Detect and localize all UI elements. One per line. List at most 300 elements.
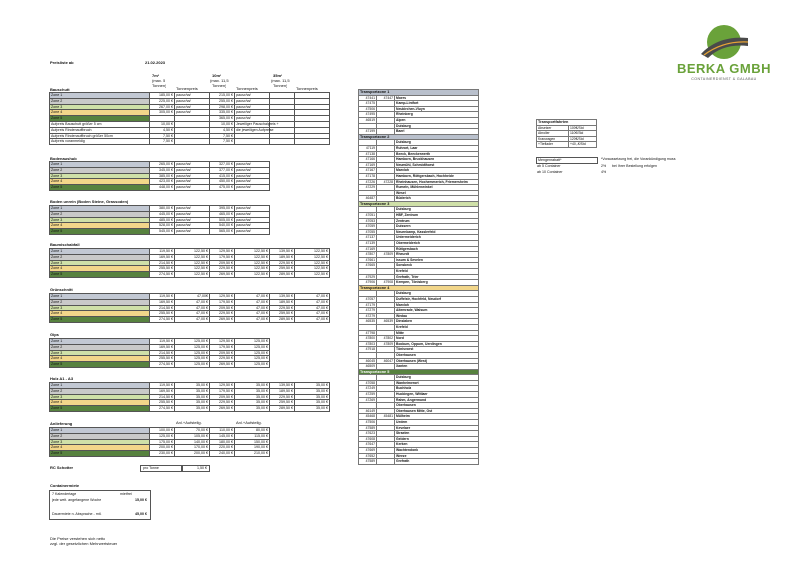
city-name: Oberhausen: [395, 352, 479, 358]
postal-code: 47269: [359, 397, 377, 403]
city-name: Oberhausen: [395, 403, 479, 409]
zone-label: Zone 5: [50, 451, 150, 457]
zone-label: Zone 4: [50, 356, 150, 362]
price-cell: 122,50 €: [175, 260, 210, 266]
city-name: Obermeiderich: [395, 241, 479, 247]
price-cell: 47,00 €: [175, 299, 210, 305]
price-cell: 190,00 €: [235, 445, 270, 451]
city-name: Wanheimerort: [395, 380, 479, 386]
postal-code: 47119: [359, 145, 377, 151]
tf-kranwagen-label: Kranwagen: [537, 136, 569, 142]
postal-code: 47506: [359, 420, 377, 426]
price-cell: pauschal: [175, 104, 210, 110]
city-name: Oberhausen (West): [395, 358, 479, 364]
price-cell: 125,00 €: [235, 356, 270, 362]
postal-code: 46519: [359, 117, 377, 123]
postal-code: 47652: [359, 453, 377, 459]
surcharge-label: Aufpreis Rindenauffbruch größer 50cm: [50, 133, 150, 139]
zone-label: Zone 1: [50, 249, 150, 255]
price-cell: 35,00 €: [235, 400, 270, 406]
zone-label: Zone 3: [50, 104, 150, 110]
transport-zone-table: [358, 89, 479, 465]
price-cell: pauschal: [175, 162, 210, 168]
price-cell: 119,50 €: [150, 339, 175, 345]
price-cell: 169,50 €: [150, 254, 175, 260]
surcharge-cell: [175, 139, 210, 145]
city-name: Wesel: [395, 190, 479, 196]
col1-price-label: Tonnenpreis: [176, 87, 198, 91]
price-cell: 200,00 €: [150, 445, 175, 451]
surcharge-cell: 10,00 €: [150, 121, 175, 127]
price-cell: 35,00 €: [235, 394, 270, 400]
price-cell: 125,00 €: [175, 350, 210, 356]
price-cell: pauschal: [235, 211, 270, 217]
price-cell: 485,00 €: [150, 217, 175, 223]
postal-code: 47589: [359, 425, 377, 431]
postal-code: 47661: [359, 257, 377, 263]
bauschutt-title: Bauschutt: [50, 87, 70, 92]
postal-code: 47279: [359, 313, 377, 319]
price-cell: 150,00 €: [235, 439, 270, 445]
price-cell: 255,50 €: [150, 266, 175, 272]
price-cell: 289,50 €: [270, 406, 295, 412]
price-cell: 385,00 €: [150, 173, 175, 179]
postal-code: 47226: [359, 179, 377, 185]
price-cell: pauschal: [235, 167, 270, 173]
price-cell: 175,00 €: [150, 439, 175, 445]
price-cell: 47,00 €: [235, 305, 270, 311]
zone-label: Zone 3: [50, 260, 150, 266]
price-cell: 125,00 €: [235, 339, 270, 345]
price-cell: 110,00 €: [210, 428, 235, 434]
postal-code: 47249: [359, 386, 377, 392]
city-name: Krefeld: [395, 269, 479, 275]
price-cell: 305,00 €: [150, 110, 175, 116]
price-cell: pauschal: [235, 206, 270, 212]
postal-code: 47059: [359, 224, 377, 230]
zone-label: Zone 5: [50, 317, 150, 323]
zone-label: Zone 2: [50, 433, 150, 439]
zone-label: Zone 4: [50, 266, 150, 272]
price-cell: 229,50 €: [210, 266, 235, 272]
zone-label: Zone 5: [50, 229, 150, 235]
postal-code: 47179: [359, 302, 377, 308]
postal-code: 46509: [359, 364, 377, 370]
price-cell: 448,00 €: [150, 185, 175, 191]
price-cell: 35,00 €: [175, 383, 210, 389]
price-cell: pauschal: [235, 93, 270, 99]
price-cell: 47,00 €: [295, 305, 330, 311]
postal-code: 47139: [359, 241, 377, 247]
mengenrabatt-title: Mengenrabatt*: [538, 158, 562, 162]
price-cell: 189,50 €: [270, 299, 295, 305]
col3-note2: Tonnen): [273, 84, 288, 88]
price-cell: 259,50 €: [270, 266, 295, 272]
price-cell: 229,50 €: [270, 260, 295, 266]
price-cell: 47,00 €: [175, 305, 210, 311]
price-cell: 545,00 €: [150, 229, 175, 235]
zone-entry: [359, 459, 479, 465]
price-cell: 125,00 €: [175, 344, 210, 350]
price-cell: 229,50 €: [210, 356, 235, 362]
price-cell: 274,50 €: [150, 362, 175, 368]
city-name: Rheurdt: [395, 252, 479, 258]
postal-code: 46539: [377, 319, 395, 325]
price-cell: 129,50 €: [210, 249, 235, 255]
zone-row: [50, 406, 330, 412]
price-cell: 377,00 €: [210, 167, 235, 173]
price-cell: 450,00 €: [210, 179, 235, 185]
city-name: Dinslaken: [395, 319, 479, 325]
gruenschnitt-table: [49, 293, 330, 323]
price-cell: 145,00 €: [210, 433, 235, 439]
price-cell: 105,00 €: [175, 433, 210, 439]
tf-absetzer-label: Absetzer: [537, 125, 569, 131]
mengenrabatt-row1-label: ab 5 Container: [537, 164, 561, 168]
city-name: Duisburg: [395, 207, 479, 213]
postal-code: 47199: [359, 129, 377, 135]
price-cell: pauschal: [175, 110, 210, 116]
city-name: Duffelstr, Hochfeld, Neudorf: [395, 296, 479, 302]
price-cell: 35,00 €: [295, 406, 330, 412]
price-cell: 47,00 €: [295, 294, 330, 300]
miete-row1-value: mietfrei: [120, 492, 132, 496]
postal-code: 47608: [359, 436, 377, 442]
mengenrabatt-row1-note: bei Ihrer Bestellung erfolgen: [612, 164, 657, 168]
price-cell: 47,00 €: [295, 317, 330, 323]
postal-code: 47809: [377, 252, 395, 258]
containermiete-box: [49, 490, 151, 520]
date-label: Preisliste ab: [50, 61, 74, 65]
city-name: Kamp-Lintfort: [395, 101, 479, 107]
surcharge-cell: 10,00 €: [210, 121, 235, 127]
city-name: Rumeln, Mühlenwinkel: [395, 185, 479, 191]
price-cell: 179,50 €: [210, 254, 235, 260]
logo-tagline: CONTAINERDIENST & GALABAU: [691, 77, 757, 81]
price-cell: 80,00 €: [235, 428, 270, 434]
price-cell: 169,50 €: [150, 388, 175, 394]
zone-label: Zone 1: [50, 294, 150, 300]
price-cell: 210,00 €: [235, 451, 270, 457]
price-cell: 122,50 €: [295, 249, 330, 255]
city-name: Kempen, Tönisberg: [395, 280, 479, 286]
price-cell: 229,50 €: [210, 400, 235, 406]
postal-code: 47169: [359, 246, 377, 252]
mengenrabatt-note: *Voraussetzung frei, die Vorankündigung muss: [601, 157, 676, 161]
mengenrabatt-row1-value: 2%: [601, 164, 607, 168]
price-cell: pauschal: [175, 98, 210, 104]
city-name: Hamborn, Röttgersbach, Hochheide: [395, 173, 479, 179]
zone-row: [50, 317, 330, 323]
price-cell: 47,00 €: [235, 311, 270, 317]
price-cell: 209,50 €: [210, 260, 235, 266]
price-cell: 255,50 €: [150, 400, 175, 406]
price-cell: 179,50 €: [210, 344, 235, 350]
mengenrabatt-title-box: [536, 157, 598, 164]
price-cell: 274,50 €: [150, 406, 175, 412]
price-cell: 415,00 €: [210, 173, 235, 179]
price-cell: 129,50 €: [210, 294, 235, 300]
price-cell: 47,00 €: [235, 317, 270, 323]
rc-unit: pro Tonne: [143, 466, 159, 470]
price-cell: 298,00 €: [210, 104, 235, 110]
price-cell: 423,00 €: [150, 179, 175, 185]
price-cell: 125,00 €: [235, 350, 270, 356]
col2-size: 10m³: [212, 74, 222, 78]
logo-name: BERKA GMBH: [676, 61, 772, 76]
postal-code: 47441: [359, 95, 377, 101]
price-cell: pauschal: [175, 93, 210, 99]
zone-row: [50, 272, 330, 278]
price-cell: 289,50 €: [270, 272, 295, 278]
price-cell: 169,50 €: [150, 299, 175, 305]
city-name: Neuenkamp, Kasslerfeld: [395, 229, 479, 235]
postal-code: 47169: [359, 162, 377, 168]
city-name: Rahm, Angermund: [395, 397, 479, 403]
price-cell: 122,50 €: [175, 254, 210, 260]
postal-code: 47803: [359, 341, 377, 347]
city-name: Neukirchen-Vluyn: [395, 106, 479, 112]
col1-note2: Tonnen): [152, 84, 167, 88]
price-cell: pauschal: [235, 98, 270, 104]
postal-code: 47623: [359, 431, 377, 437]
tf-abroller-value: 110€/Std: [569, 131, 597, 137]
rc-price: 1,50 €: [197, 466, 207, 470]
price-cell: pauschal: [175, 173, 210, 179]
city-name: Mitte: [395, 330, 479, 336]
postal-code: 46487: [359, 196, 377, 202]
zone-label: Zone 5: [50, 116, 150, 122]
price-cell: 179,50 €: [210, 388, 235, 394]
surcharge-cell: 4,50 €: [150, 127, 175, 133]
postal-code: 47229: [359, 185, 377, 191]
price-cell: 265,00 €: [150, 162, 175, 168]
postal-code: 46535: [359, 319, 377, 325]
price-cell: 47,00 €: [175, 311, 210, 317]
price-cell: 129,50 €: [210, 383, 235, 389]
city-name: Geldern: [395, 436, 479, 442]
price-cell: 200,00 €: [175, 451, 210, 457]
postal-code: 47475: [359, 101, 377, 107]
city-name: Ruhrort, Laar: [395, 145, 479, 151]
city-name: Mülheim: [395, 414, 479, 420]
price-cell: 47,00 €: [295, 311, 330, 317]
price-cell: 269,50 €: [210, 272, 235, 278]
zone-label: Zone 5: [50, 185, 150, 191]
postal-code: 47279: [359, 308, 377, 314]
price-cell: 214,50 €: [150, 260, 175, 266]
col2-note2: Tonnen): [212, 84, 227, 88]
price-cell: 122,50 €: [295, 254, 330, 260]
city-name: Krefeld: [395, 324, 479, 330]
price-cell: 140,00 €: [175, 439, 210, 445]
postal-code: 47809: [377, 341, 395, 347]
postal-code: 47228: [377, 179, 395, 185]
city-name: Moers: [395, 95, 479, 101]
gips-title: Gips: [50, 332, 59, 337]
postal-code: 47929: [359, 274, 377, 280]
city-name: Hamborn, Bruckhausen: [395, 157, 479, 163]
city-name: Sonsbeck: [395, 263, 479, 269]
city-name: Grefrath: [395, 459, 479, 465]
price-cell: 528,00 €: [150, 223, 175, 229]
city-name: Uedem: [395, 420, 479, 426]
price-cell: 47,00 €: [295, 299, 330, 305]
price-cell: 274,50 €: [150, 272, 175, 278]
price-cell: 125,00 €: [175, 362, 210, 368]
price-cell: 230,00 €: [150, 451, 175, 457]
city-name: Bockum, Oppum, Uerdingen: [395, 341, 479, 347]
postal-code: 47906: [359, 280, 377, 286]
price-cell: 229,50 €: [270, 305, 295, 311]
price-cell: pauschal: [235, 229, 270, 235]
mengenrabatt-row2-value: 4%: [601, 170, 607, 174]
price-cell: 125,00 €: [175, 339, 210, 345]
tf-tieflader-label: +Tieflader: [537, 142, 569, 148]
zone-label: Zone 4: [50, 223, 150, 229]
price-cell: 35,00 €: [175, 400, 210, 406]
price-cell: 189,50 €: [270, 388, 295, 394]
price-cell: 47,00€: [175, 294, 210, 300]
price-cell: pauschal: [175, 179, 210, 185]
zone-label: Zone 3: [50, 173, 150, 179]
price-cell: pauschal: [235, 223, 270, 229]
price-cell: 122,50 €: [235, 272, 270, 278]
company-logo: [676, 24, 772, 94]
price-cell: 125,00 €: [235, 362, 270, 368]
price-cell: 122,50 €: [295, 266, 330, 272]
zone-label: Zone 3: [50, 439, 150, 445]
holz-title: Holz A1 - A3: [50, 376, 74, 381]
col3-size: 35m³: [273, 74, 283, 78]
zone-label: Zone 2: [50, 211, 150, 217]
city-name: Neumühl, Schmidthorst: [395, 162, 479, 168]
city-name: Rheinhausen, Hochemmerich, Friemersheim: [395, 179, 479, 185]
price-cell: 70,00 €: [175, 428, 210, 434]
price-cell: 259,50 €: [270, 400, 295, 406]
postal-code: 47800: [359, 336, 377, 342]
postal-code: 46149: [359, 408, 377, 414]
zone-label: Zone 4: [50, 311, 150, 317]
price-cell: 47,00 €: [235, 294, 270, 300]
city-name: Tönisvorst: [395, 347, 479, 353]
postal-code: 47807: [359, 252, 377, 258]
city-name: Buchholz: [395, 386, 479, 392]
price-cell: 289,50 €: [270, 317, 295, 323]
zone-label: Zone 5: [50, 406, 150, 412]
postal-code: 47918: [359, 347, 377, 353]
zone-row: [50, 229, 270, 235]
postal-code: 47589: [359, 459, 377, 465]
price-cell: 365,00 €: [210, 116, 235, 122]
surcharge-cell: 7,50 €: [150, 139, 175, 145]
price-cell: 35,00 €: [235, 388, 270, 394]
price-cell: pauschal: [235, 162, 270, 168]
postal-code: 47137: [359, 235, 377, 241]
bodenaushub-table: [49, 161, 270, 191]
surcharge-cell: die jeweiligen Aufpreise: [236, 127, 274, 132]
price-cell: pauschal: [235, 185, 270, 191]
miete-row3-label: Dauermiete n. Absprache - mtl.: [52, 512, 102, 516]
miete-row1-label: 7 Kalendertage: [52, 492, 77, 496]
price-cell: 269,50 €: [210, 406, 235, 412]
city-name: Issum & Sevelen: [395, 257, 479, 263]
city-name: Xanten: [395, 364, 479, 370]
price-cell: 225,00 €: [150, 98, 175, 104]
price-cell: 122,50 €: [175, 272, 210, 278]
postal-code: 47138: [359, 151, 377, 157]
price-cell: 35,00 €: [295, 394, 330, 400]
postal-code: 47055: [359, 229, 377, 235]
tf-kranwagen-value: 120€/Std: [569, 136, 597, 142]
zone-title: Transportzone 4: [359, 285, 479, 291]
surcharge-cell: 7,50 €: [210, 139, 235, 145]
zone-label: Zone 2: [50, 167, 150, 173]
city-name: Kerken: [395, 442, 479, 448]
price-cell: 229,50 €: [210, 311, 235, 317]
surcharge-cell: 4,50 €: [210, 127, 235, 133]
col2-note1: (max. 11,5: [210, 79, 229, 83]
postal-code: 46047: [377, 358, 395, 364]
price-cell: 505,00 €: [210, 217, 235, 223]
price-cell: 100,00 €: [150, 428, 175, 434]
zone-label: Zone 4: [50, 400, 150, 406]
price-cell: 119,50 €: [150, 294, 175, 300]
city-name: Kevelaer: [395, 425, 479, 431]
price-cell: 274,50 €: [150, 317, 175, 323]
baumischabfall-table: [49, 248, 330, 278]
city-name: Weeze: [395, 453, 479, 459]
price-cell: 35,00 €: [235, 383, 270, 389]
price-cell: 380,00 €: [150, 206, 175, 212]
price-cell: 170,00 €: [175, 445, 210, 451]
city-name: Rheinberg: [395, 112, 479, 118]
postal-code: 47908: [377, 280, 395, 286]
zone-label: Zone 1: [50, 162, 150, 168]
postal-code: 47495: [359, 112, 377, 118]
price-cell: 185,00 €: [150, 93, 175, 99]
zone-title: Transportzone 2: [359, 134, 479, 140]
city-name: Altemrade, Walsum: [395, 308, 479, 314]
surcharge-label: Aufpreis Bauschutt größer 5 cm: [50, 121, 150, 127]
price-cell: 35,00 €: [175, 406, 210, 412]
gips-table: [49, 338, 270, 368]
anlieferung-subhead: Anl.+Aufstellg.: [176, 421, 202, 425]
price-cell: 35,00 €: [295, 383, 330, 389]
price-cell: 122,50 €: [175, 266, 210, 272]
price-cell: pauschal: [175, 217, 210, 223]
zone-label: Zone 1: [50, 383, 150, 389]
zone-label: Zone 1: [50, 206, 150, 212]
tf-abroller-label: Abroller: [537, 131, 569, 137]
price-cell: 122,50 €: [235, 249, 270, 255]
zone-row: [50, 185, 270, 191]
postal-code: 47051: [359, 213, 377, 219]
miete-row2-label: jede weit. angefangene Woche: [52, 498, 102, 502]
price-cell: pauschal: [175, 223, 210, 229]
postal-code: [377, 459, 395, 465]
surcharge-cell: 7,50 €: [210, 133, 235, 139]
transportfahrten-title: Transportfahrten: [537, 120, 597, 126]
price-cell: pauschal: [235, 104, 270, 110]
zone-label: Zone 1: [50, 339, 150, 345]
city-name: Straelen: [395, 431, 479, 437]
city-name: Duisburg: [395, 140, 479, 146]
price-cell: pauschal: [235, 173, 270, 179]
zone-label: Zone 4: [50, 445, 150, 451]
price-cell: 255,50 €: [150, 311, 175, 317]
postal-code: 47053: [359, 218, 377, 224]
